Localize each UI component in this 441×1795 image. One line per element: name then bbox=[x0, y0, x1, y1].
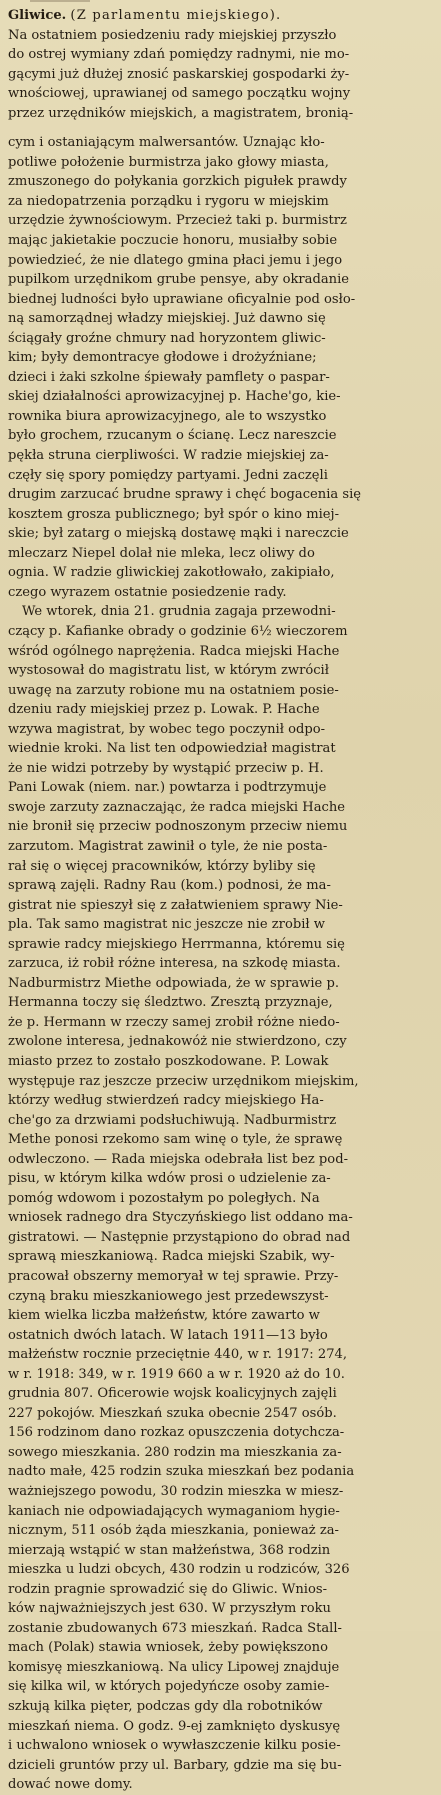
text-line: w r. 1918: 349, w r. 1919 660 a w r. 1920 aż do 10. bbox=[8, 1366, 345, 1382]
article-gliwice bbox=[8, 6, 432, 1795]
text-line: nicznym, 511 osób żąda mieszkania, ponieważ za- bbox=[8, 1523, 339, 1539]
text-line: rownika biura aprowizacyjnego, ale to wszystko bbox=[8, 408, 327, 424]
text-line: czący p. Kafianke obrady o godzinie 6½ wieczorem bbox=[8, 623, 348, 639]
text-line: mierzają wstąpić w stan małżeństwa, 368 rodzin bbox=[8, 1542, 331, 1558]
text-line: kim; były demontracye głodowe i drożyźniane; bbox=[8, 350, 317, 366]
text-line: We wtorek, dnia 21. grudnia zagaja przewodni- bbox=[22, 604, 336, 620]
text-line: dzeniu rady miejskiej przez p. Lowak. P. Hache bbox=[8, 702, 320, 718]
text-line: ważniejszego powodu, 30 rodzin mieszka w miesz- bbox=[8, 1484, 344, 1500]
text-line: że nie widzi potrzeby by wystąpić przeciw p. H. bbox=[8, 760, 324, 776]
text-line: za niedopatrzenia porządku i rygoru w miejskim bbox=[8, 193, 329, 209]
text-line: zmuszonego do połykania gorzkich pigułek prawdy bbox=[8, 174, 347, 190]
text-line: komisyę mieszkaniową. Na ulicy Lipowej znajduje bbox=[8, 1659, 340, 1675]
text-line: sowego mieszkania. 280 rodzin ma mieszkania za- bbox=[8, 1444, 342, 1460]
text-line: miasto przez to zostało poszkodowane. P. Lowak bbox=[8, 1053, 329, 1069]
text-line: wśród ogólnego naprężenia. Radca miejski Hache bbox=[8, 643, 340, 659]
paragraph-gap bbox=[8, 123, 432, 133]
text-line: mając jakietakie poczucie honoru, musiałby sobie bbox=[8, 233, 338, 249]
text-line: dować nowe domy. bbox=[8, 1777, 133, 1793]
text-line: wystosował do magistratu list, w którym zwrócił bbox=[8, 663, 329, 679]
text-line: che'go za drzwiami podsłuchiwują. Nadburmistrz bbox=[8, 1112, 337, 1128]
text-line: pomóg wdowom i pozostałym po poległych. Na bbox=[8, 1190, 320, 1206]
text-line: odwleczono. — Rada miejska odebrała list bez pod- bbox=[8, 1151, 348, 1167]
text-line: kaniach nie odpowiadających wymaganiom hygie- bbox=[8, 1503, 340, 1519]
text-line: potliwe położenie burmistrza jako głowy miasta, bbox=[8, 154, 329, 170]
text-line: skiej działalności aprowizacyjnej p. Hache'go, kie- bbox=[8, 389, 341, 405]
paragraph-1 bbox=[8, 26, 432, 124]
text-line: wiednie kroki. Na list ten odpowiedział magistrat bbox=[8, 741, 336, 757]
text-line: mieszka u ludzi obcych, 430 rodzin u rodziców, 326 bbox=[8, 1562, 350, 1578]
headline: Gliwice. bbox=[8, 8, 67, 23]
text-line: zwolone interesa, jednakowóż nie stwierdzono, czy bbox=[8, 1034, 347, 1050]
text-line: występuje raz jeszcze przeciw urzędnikom miejskim, bbox=[8, 1073, 359, 1089]
text-line: którzy według stwierdzeń radcy miejskiego Ha- bbox=[8, 1093, 324, 1109]
text-line: ognia. W radzie gliwickiej zakotłowało, zakipiało, bbox=[8, 565, 335, 581]
text-line: częły się spory pomiędzy partyami. Jedni zaczęli bbox=[8, 467, 328, 483]
text-line: pupilkom urzędnikom grube pensye, aby okradanie bbox=[8, 272, 350, 288]
text-line: małżeństw rocznie przeciętnie 440, w r. 1917: 274, bbox=[8, 1347, 348, 1363]
text-line: powiedzieć, że nie dlatego gmina płaci jemu i jego bbox=[8, 252, 343, 268]
text-line: przez urzędników miejskich, a magistratem, bronią- bbox=[8, 105, 354, 121]
text-line: nadto małe, 425 rodzin szuka mieszkań bez podania bbox=[8, 1464, 355, 1480]
text-line: Pani Lowak (niem. nar.) powtarza i podtrzymuje bbox=[8, 780, 327, 796]
text-line: 156 rodzinom dano rozkaz opuszczenia dotychcza- bbox=[8, 1425, 345, 1441]
text-line: do ostrej wymiany zdań pomiędzy radnymi, nie mo- bbox=[8, 47, 350, 63]
text-line: mieszkań niema. O godz. 9-ej zamknięto dyskusyę bbox=[8, 1718, 341, 1734]
text-line: zarzutom. Magistrat zawinił o tyle, że nie posta- bbox=[8, 838, 328, 854]
headline-line bbox=[8, 6, 432, 26]
text-line: szkują kilka pięter, podczas gdy dla robotników bbox=[8, 1699, 323, 1715]
paragraph-3 bbox=[8, 602, 432, 1794]
text-line: ostatnich dwóch latach. W latach 1911—13 było bbox=[8, 1327, 328, 1343]
text-line: ściągały groźne chmury nad horyzontem gliwic- bbox=[8, 330, 326, 346]
text-line: sprawą zajęli. Radny Rau (kom.) podnosi, że ma- bbox=[8, 878, 331, 894]
column-rule bbox=[30, 0, 90, 2]
text-line: pla. Tak samo magistrat nic jeszcze nie zrobił w bbox=[8, 917, 326, 933]
text-line: gącymi już dłużej znosić paskarskiej gospodarki ży- bbox=[8, 66, 350, 82]
text-line: 227 pokojów. Mieszkań szuka obecnie 2547 osób. bbox=[8, 1405, 337, 1421]
text-line: że p. Hermann w rzeczy samej zrobił różne niedo- bbox=[8, 1014, 340, 1030]
text-line: zostanie zbudowanych 673 mieszkań. Radca Stall- bbox=[8, 1620, 342, 1636]
paragraph-2 bbox=[8, 133, 432, 602]
text-line: Methe ponosi rzekomo sam winę o tyle, że sprawę bbox=[8, 1132, 343, 1148]
text-line: się kilka wil, w których pojedyńcze osoby zamie- bbox=[8, 1679, 330, 1695]
text-line: rodzin pragnie sprowadzić się do Gliwic. Wnios- bbox=[8, 1581, 328, 1597]
text-line: pracował obszerny memoryał w tej sprawie. Przy- bbox=[8, 1269, 339, 1284]
text-line: wniosek radnego dra Styczyńskiego list oddano ma- bbox=[8, 1210, 353, 1226]
text-line: sprawą mieszkaniową. Radca miejski Szabik, wy- bbox=[8, 1249, 335, 1265]
text-line: czyną braku mieszkaniowego jest przedewszyst- bbox=[8, 1288, 329, 1304]
text-line: sprawie radcy miejskiego Herrmanna, któremu się bbox=[8, 936, 345, 952]
text-line: gistratowi. — Następnie przystąpiono do obrad nad bbox=[8, 1229, 351, 1245]
text-line: dzicieli gruntów przy ul. Barbary, gdzie ma się bu- bbox=[8, 1757, 342, 1773]
text-line: grudnia 807. Oficerowie wojsk koalicyjnych zajęli bbox=[8, 1386, 337, 1402]
text-line: ków najważniejszych jest 630. W przyszłym roku bbox=[8, 1601, 331, 1617]
text-line: nie bronił się przeciw podnoszonym przeciw niemu bbox=[8, 819, 348, 835]
text-line: Na ostatniem posiedzeniu rady miejskiej przyszło bbox=[8, 27, 337, 43]
text-line: było grochem, rzucanym o ścianę. Lecz nareszcie bbox=[8, 428, 337, 444]
text-line: i uchwalono wniosek o wywłaszczenie kilku posie- bbox=[8, 1738, 341, 1754]
text-line: swoje zarzuty zaznaczając, że radca miejski Hache bbox=[8, 799, 346, 815]
text-line: pisu, w którym kilka wdów prosi o udzielenie za- bbox=[8, 1171, 331, 1187]
text-line: drugim zarzucać brudne sprawy i chęć bogacenia się bbox=[8, 487, 362, 503]
text-line: wnościowej, uprawianej od samego początku wojny bbox=[8, 86, 351, 102]
text-line: urzędzie żywnościowym. Przecież taki p. burmistrz bbox=[8, 213, 347, 229]
text-line: wzywa magistrat, by wobec tego poczynił odpo- bbox=[8, 721, 326, 737]
text-line: zarzuca, iż robił różne interesa, na szkodę miasta. bbox=[8, 956, 341, 972]
text-line: biednej ludności było uprawiane oficyalnie pod osło- bbox=[8, 291, 356, 307]
text-line: Nadburmistrz Miethe odpowiada, że w sprawie p. bbox=[8, 975, 340, 991]
text-line: pękła struna cierpliwości. W radzie miejskiej za- bbox=[8, 448, 329, 464]
text-line: gistrat nie spieszył się z załatwieniem sprawy Nie- bbox=[8, 897, 343, 913]
text-line: mach (Polak) stawia wniosek, żeby powiększono bbox=[8, 1640, 328, 1656]
text-line: uwagę na zarzuty robione mu na ostatniem posie- bbox=[8, 682, 339, 698]
text-line: ną samorządnej władzy miejskiej. Już dawno się bbox=[8, 311, 326, 327]
text-line: Hermanna toczy się śledztwo. Zresztą przyznaje, bbox=[8, 995, 333, 1011]
text-line: skie; był zatarg o miejską dostawę mąki i nareczcie bbox=[8, 526, 349, 542]
text-line: kiem wielka liczba małżeństw, które zawarto w bbox=[8, 1308, 320, 1324]
text-line: dzieci i żaki szkolne śpiewały pamflety o paspar- bbox=[8, 369, 330, 385]
text-line: czego wyrazem ostatnie posiedzenie rady. bbox=[8, 584, 287, 600]
text-line: kosztem grosza publicznego; był spór o kino miej- bbox=[8, 506, 340, 522]
text-line: mleczarz Niepel dolał nie mleka, lecz oliwy do bbox=[8, 545, 315, 561]
text-line: rał się o więcej pracowników, którzy byliby się bbox=[8, 858, 316, 874]
text-line: cym i ostaniającym malwersantów. Uznając kło- bbox=[8, 135, 325, 151]
headline-subtitle: (Z parlamentu miejskiego). bbox=[70, 8, 282, 23]
